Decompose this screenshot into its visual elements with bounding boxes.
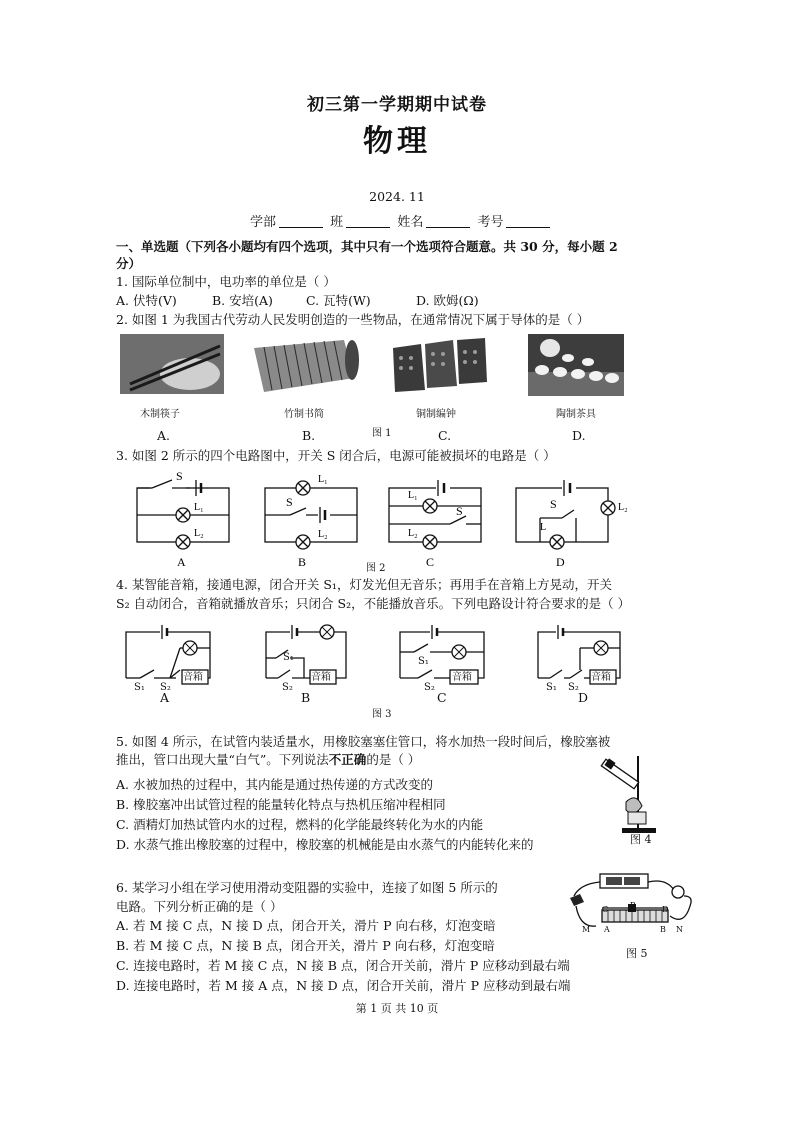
q4-line2: S₂ 自动闭合，音箱就播放音乐；只闭合 S₂，不能播放音乐。下列电路设计符合要求的是（ ） <box>116 596 631 611</box>
circuit-2d <box>516 480 615 549</box>
section-title-cont: 分） <box>116 256 142 271</box>
q5-line2-pre: 推出，管口出现大量“白气”。下列说法 <box>116 752 329 767</box>
figure-4-label: 图 4 <box>630 833 652 846</box>
q5-line1: 5. 如图 4 所示，在试管内装适量水，用橡胶塞塞住管口，将水加热一段时间后，橡胶塞被 <box>116 734 611 749</box>
exam-date: 2024. 11 <box>369 189 425 204</box>
q1-option-c: C. 瓦特(W) <box>306 293 371 308</box>
page-footer: 第 1 页 共 10 页 <box>355 1002 439 1015</box>
circuit-3c-s1: S₁ <box>418 656 429 667</box>
circuit-3c-box-label: 音箱 <box>452 672 472 683</box>
circuit-2a-l1-label: L₁ <box>194 502 204 513</box>
figure-2-label: 图 2 <box>366 563 386 574</box>
circuit-3b-s2: S₂ <box>282 682 293 693</box>
circuit-2d-s-label: S <box>550 497 557 511</box>
q5-emphasis: 不正确 <box>328 752 367 767</box>
q5-line2 <box>116 752 420 768</box>
info-label-class: 班 <box>330 215 344 230</box>
q2-caption-c: 铜制编钟 <box>416 409 456 420</box>
q4-letter-a: A <box>160 690 170 705</box>
q4-letter-d: D <box>578 690 589 705</box>
q1-option-b: B. 安培(A) <box>212 293 273 308</box>
circuit-3c-s2: S₂ <box>424 682 435 693</box>
circuit-2c-l2-label: L₂ <box>408 528 418 539</box>
chopsticks-photo <box>120 334 224 394</box>
q2-stem: 2. 如图 1 为我国古代劳动人民发明创造的一些物品，在通常情况下属于导体的是（ ） <box>116 312 590 327</box>
circuit-2c-s-label: S <box>456 504 463 518</box>
q5-option-c: C. 酒精灯加热试管内水的过程，燃料的化学能最终转化为水的内能 <box>116 817 484 832</box>
rheostat-label-a: A <box>604 925 610 934</box>
q6-line1: 6. 某学习小组在学习使用滑动变阻器的实验中，连接了如图 5 所示的 <box>116 880 498 895</box>
figure-3-label: 图 3 <box>372 709 392 720</box>
circuit-2c-l1-label: L₁ <box>408 490 418 501</box>
exam-title: 初三第一学期期中试卷 <box>307 95 487 115</box>
rheostat-label-m: M <box>582 925 591 934</box>
bronze-bells-photo <box>387 334 491 396</box>
figure-3-circuits <box>0 618 794 708</box>
bamboo-slips-photo <box>248 334 360 400</box>
q6-line2: 电路。下列分析正确的是（ ） <box>116 899 283 914</box>
student-info-line <box>250 215 553 231</box>
circuit-2b-l2-label: L₂ <box>318 529 328 540</box>
circuit-2d-letter: D <box>556 555 565 569</box>
q6-option-b: B. 若 M 接 C 点，N 接 B 点，闭合开关，滑片 P 向右移，灯泡变暗 <box>116 938 495 953</box>
circuit-2a-letter: A <box>177 555 186 569</box>
circuit-2b <box>265 481 357 549</box>
circuit-3a-s1: S₁ <box>134 682 145 693</box>
circuit-2c-letter: C <box>426 555 435 569</box>
q2-caption-b: 竹制书简 <box>284 409 324 420</box>
rheostat-label-c: C <box>602 905 609 914</box>
q5-option-b: B. 橡胶塞冲出试管过程的能量转化特点与热机压缩冲程相同 <box>116 797 446 812</box>
class-blank[interactable] <box>346 216 390 228</box>
department-blank[interactable] <box>279 216 323 228</box>
rheostat-label-b: B <box>660 925 666 934</box>
q6-option-d: D. 连接电路时，若 M 接 A 点，N 接 D 点，闭合开关前，滑片 P 应移动到最右端 <box>116 978 571 993</box>
q2-letter-c: C. <box>438 428 452 443</box>
circuit-2a-l2-label: L₂ <box>194 528 204 539</box>
rheostat-label-p: P <box>630 901 636 910</box>
q2-caption-a: 木制筷子 <box>140 409 180 420</box>
circuit-3b <box>266 625 346 684</box>
q5-line2-post: 的是（ ） <box>366 752 421 767</box>
q4-line1: 4. 某智能音箱，接通电源，闭合开关 S₁，灯发光但无音乐；再用手在音箱上方晃动，开关 <box>116 577 612 592</box>
circuit-3a-box-label: 音箱 <box>183 672 203 683</box>
circuit-3d-box-label: 音箱 <box>591 672 611 683</box>
figure-1-label: 图 1 <box>372 428 392 439</box>
circuit-3b-box-label: 音箱 <box>311 672 331 683</box>
exam-no-blank[interactable] <box>506 216 550 228</box>
figure-5-label: 图 5 <box>626 947 648 960</box>
subject-title: 物理 <box>363 124 431 159</box>
q2-caption-d: 陶制茶具 <box>556 409 596 420</box>
q1-stem: 1. 国际单位制中，电功率的单位是（ ） <box>116 274 336 289</box>
chopsticks-image <box>120 334 224 394</box>
q4-letter-b: B <box>301 690 311 705</box>
circuit-2a <box>137 480 229 549</box>
section-title: 一、单选题（下列各小题均有四个选项，其中只有一个选项符合题意。共 30 分，每小题 2 <box>116 239 618 254</box>
rheostat-label-d: D <box>662 905 669 914</box>
q5-option-a: A. 水被加热的过程中，其内能是通过热传递的方式改变的 <box>116 777 433 792</box>
circuit-2c <box>389 480 481 549</box>
q4-letter-c: C <box>437 690 447 705</box>
circuit-2b-l1-label: L₁ <box>318 474 328 485</box>
q3-stem: 3. 如图 2 所示的四个电路图中，开关 S 闭合后，电源可能被损坏的电路是（ ） <box>116 448 556 463</box>
q5-option-d: D. 水蒸气推出橡胶塞的过程中，橡胶塞的机械能是由水蒸气的内能转化来的 <box>116 837 534 852</box>
circuit-3d-s1: S₁ <box>546 682 557 693</box>
circuit-2b-letter: B <box>298 555 307 569</box>
circuit-2a-s-label: S <box>176 469 183 483</box>
tea-set-photo <box>528 334 624 396</box>
q2-letter-b: B. <box>302 428 316 443</box>
q6-option-a: A. 若 M 接 C 点，N 接 D 点，闭合开关，滑片 P 向右移，灯泡变暗 <box>116 918 496 933</box>
bamboo-slips-image <box>248 334 360 400</box>
name-blank[interactable] <box>426 216 470 228</box>
info-label-exam-no: 考号 <box>477 215 504 230</box>
info-label-name: 姓名 <box>397 215 424 230</box>
circuit-3a-s2: S₂ <box>160 682 171 693</box>
q6-option-c: C. 连接电路时，若 M 接 C 点，N 接 B 点，闭合开关前，滑片 P 应移动到最右端 <box>116 958 570 973</box>
circuit-2d-l2-label: L₂ <box>618 502 628 513</box>
circuit-2b-s-label: S <box>286 495 293 509</box>
circuit-2d-l-label: L <box>540 522 547 533</box>
rheostat-label-n: N <box>676 925 683 934</box>
tea-set-image <box>528 334 624 396</box>
circuit-3d-s2: S₂ <box>568 682 579 693</box>
q1-option-a: A. 伏特(V) <box>116 293 177 308</box>
info-label-department: 学部 <box>250 215 277 230</box>
bronze-bells-image <box>387 334 491 396</box>
q2-letter-d: D. <box>572 428 586 443</box>
q2-letter-a: A. <box>157 428 171 443</box>
q1-option-d: D. 欧姆(Ω) <box>416 293 479 308</box>
circuit-3b-s1: S₁ <box>283 652 294 663</box>
